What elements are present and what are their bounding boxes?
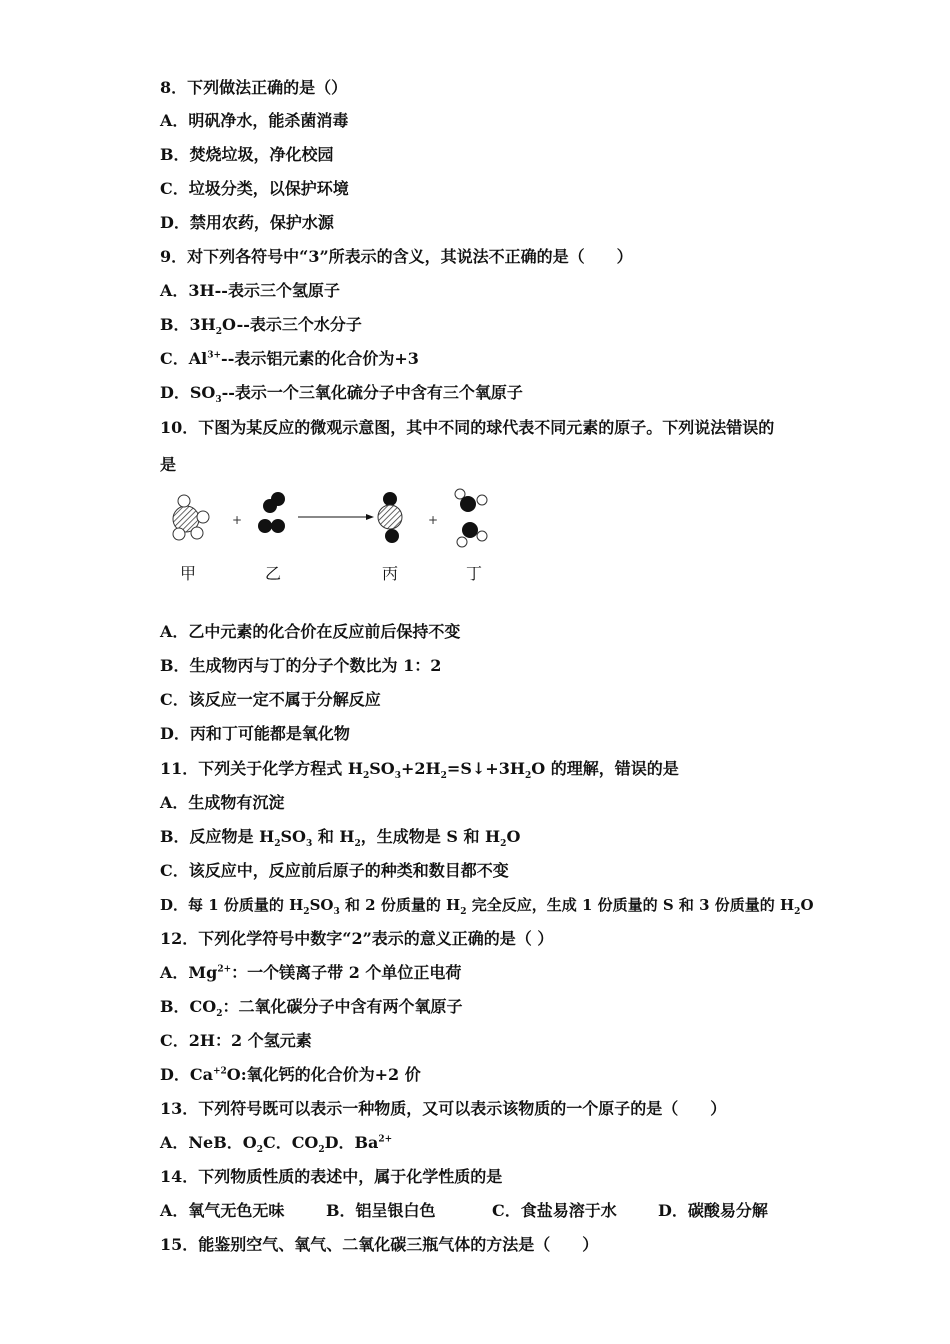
q14-option-a: A．氧气无色无味	[160, 1201, 285, 1220]
q12-option-b: B．$CO_2$：二氧化碳分子中含有两个氧原子	[160, 997, 463, 1020]
plus-sign-1: +	[232, 513, 243, 527]
q9-option-b: B．$3H_2O--$表示三个水分子	[160, 315, 362, 338]
q12-option-d: D．$Ca^{+2}O$:氧化钙的化合价为+2 价	[160, 1065, 421, 1084]
q10-stem: 10．下图为某反应的微观示意图，其中不同的球代表不同元素的原子。下列说法错误的	[160, 418, 775, 437]
q12-option-a: A．$Mg^{2+}$：一个镁离子带 2 个单位正电荷	[160, 963, 462, 982]
label-yi: 乙	[265, 564, 282, 583]
q10-option-d: D．丙和丁可能都是氧化物	[160, 724, 350, 743]
q8-option-b: B．焚烧垃圾，净化校园	[160, 145, 334, 164]
q10-option-b: B．生成物丙与丁的分子个数比为 1：2	[160, 656, 442, 675]
plus-sign-2: +	[428, 513, 439, 527]
reaction-diagram	[160, 484, 520, 584]
q10-option-a: A．乙中元素的化合价在反应前后保持不变	[160, 622, 461, 641]
label-ding: 丁	[466, 564, 483, 583]
q8-option-c: C．垃圾分类，以保护环境	[160, 179, 349, 198]
q9-stem: 9．对下列各符号中“3”所表示的含义，其说法不正确的是（ ）	[160, 247, 633, 266]
q9-option-c: C．$Al^{3+}--$表示铝元素的化合价为+3	[160, 349, 419, 368]
q13-options: A．NeB．$O_2C$．$CO_2D$．$Ba^{2+}$	[160, 1133, 393, 1156]
molecule-jia	[173, 495, 209, 540]
molecule-ding	[455, 489, 487, 547]
reaction-arrow	[298, 514, 374, 520]
q9-option-d: D．$SO_3--$表示一个三氧化硫分子中含有三个氧原子	[160, 383, 523, 406]
q11-option-b: B．反应物是 $H_2SO_3$ 和 $H_2$，生成物是 S 和 $H_2O$	[160, 827, 521, 850]
q8-option-a: A．明矾净水，能杀菌消毒	[160, 111, 349, 130]
q10-stem-cont: 是	[160, 455, 177, 474]
q13-stem: 13．下列符号既可以表示一种物质，又可以表示该物质的一个原子的是（ ）	[160, 1099, 727, 1118]
q8-stem: 8．下列做法正确的是（）	[160, 78, 348, 97]
molecule-bing	[378, 492, 402, 543]
q12-option-c: C．2H：2 个氢元素	[160, 1031, 312, 1050]
q15-stem: 15．能鉴别空气、氧气、二氧化碳三瓶气体的方法是（ ）	[160, 1235, 599, 1254]
q11-option-a: A．生成物有沉淀	[160, 793, 285, 812]
q14-option-d: D．碳酸易分解	[658, 1201, 768, 1220]
molecule-yi	[258, 492, 285, 533]
q14-option-b: B．铝呈银白色	[326, 1201, 436, 1220]
q12-stem: 12．下列化学符号中数字“2”表示的意义正确的是（ ）	[160, 929, 554, 948]
label-bing: 丙	[382, 564, 399, 583]
q11-option-d: D．每 1 份质量的 $H_2SO_3$ 和 2 份质量的 $H_2$ 完全反应，生成 1 份质量的 S 和 3 份质量的 $H_2O$	[160, 896, 814, 917]
label-jia: 甲	[180, 564, 197, 583]
q14-stem: 14．下列物质性质的表述中，属于化学性质的是	[160, 1167, 503, 1186]
q9-option-a: A．3H--表示三个氢原子	[160, 281, 340, 300]
q11-option-c: C．该反应中，反应前后原子的种类和数目都不变	[160, 861, 509, 880]
q10-option-c: C．该反应一定不属于分解反应	[160, 690, 381, 709]
q11-stem: 11．下列关于化学方程式 $H_2SO_3+2H_2=S↓+3H_2O$ 的理解，错误的是	[160, 759, 679, 782]
q8-option-d: D．禁用农药，保护水源	[160, 213, 334, 232]
q14-option-c: C．食盐易溶于水	[492, 1201, 617, 1220]
reaction-diagram-svg	[160, 484, 520, 554]
